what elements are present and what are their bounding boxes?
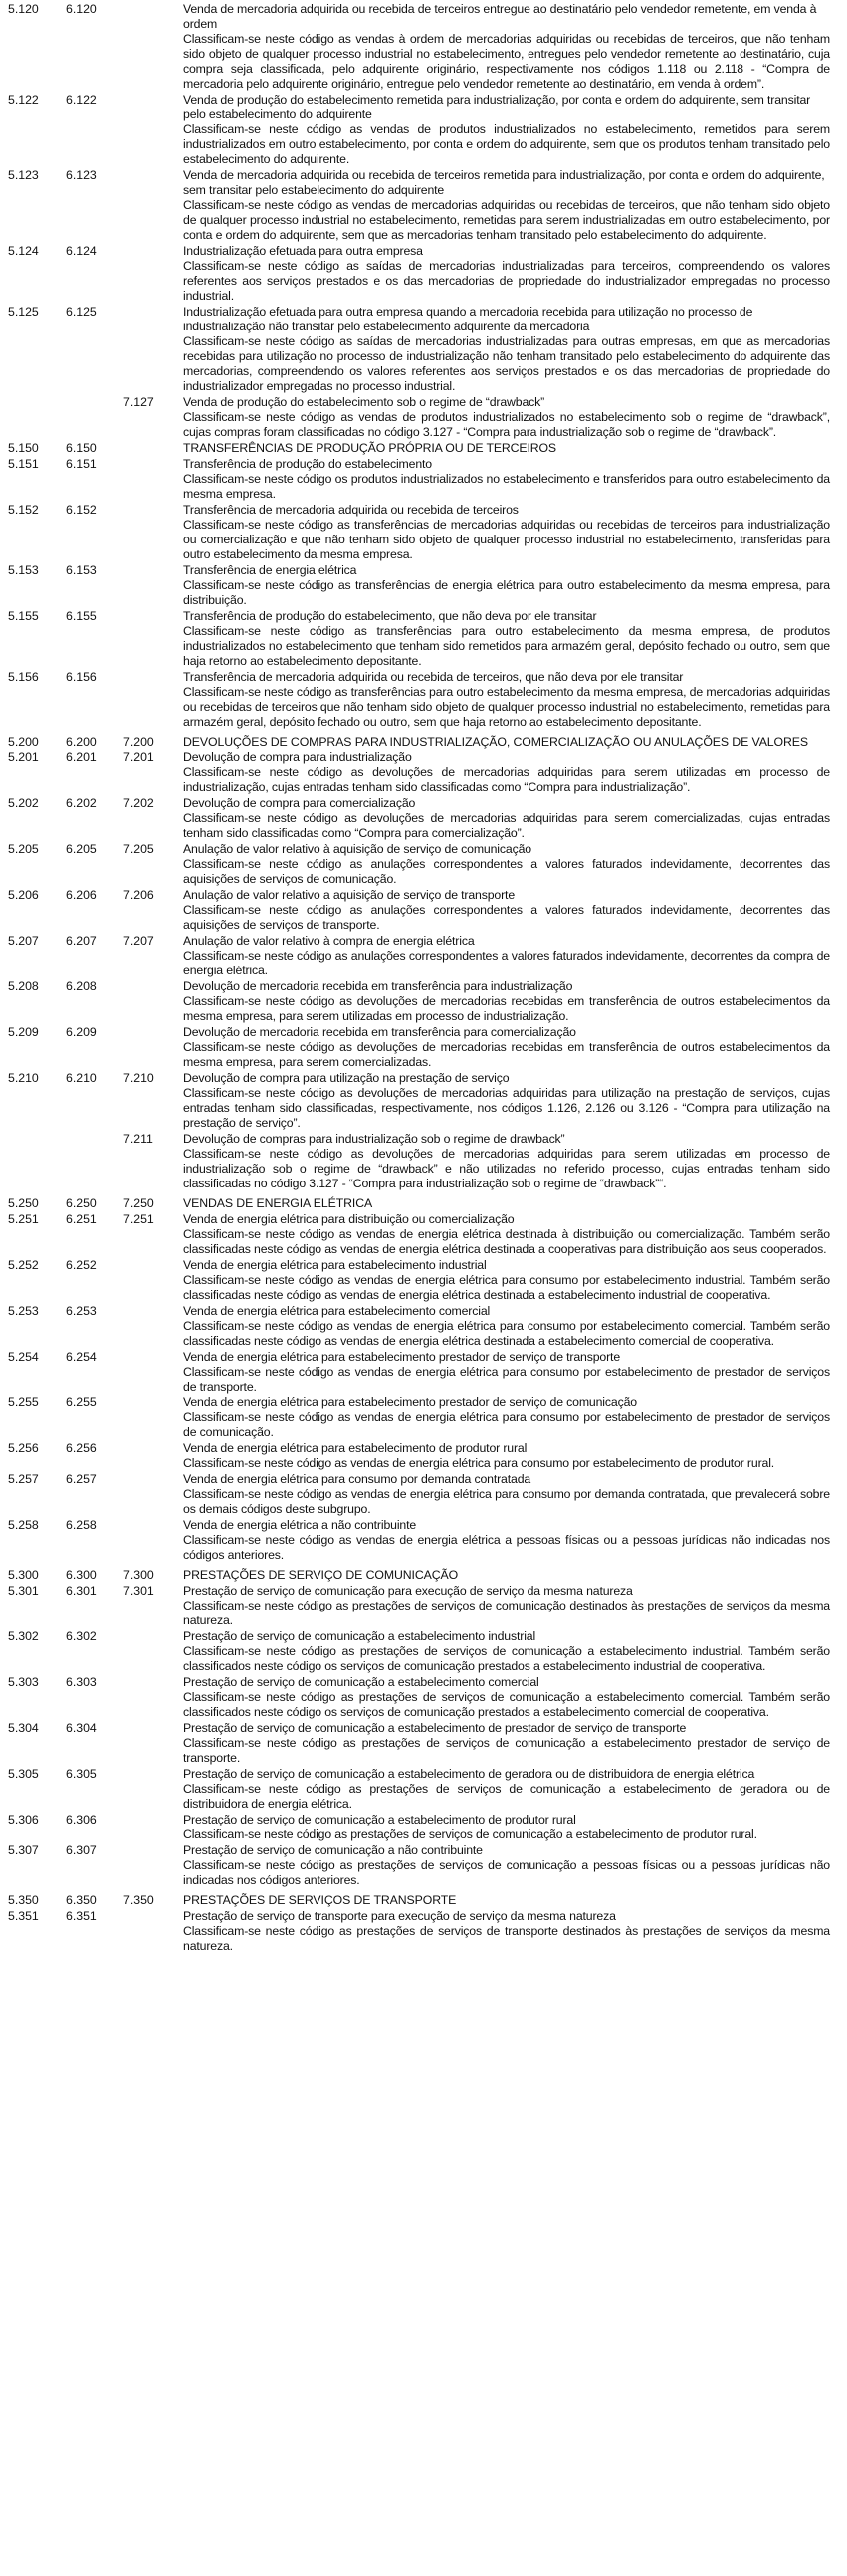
entry-text [183,979,830,1024]
cfop-entry [0,1843,847,1888]
entry-description: Classificam-se neste código as devoluções de mercadorias recebidas em transferência de outros estabelecimentos da mesma empresa, para serem utilizadas em processo de industrialização. [183,994,830,1023]
code-state: 5.254 [8,1350,39,1364]
code-interstate: 6.210 [66,1071,97,1085]
code-state: 5.125 [8,305,39,319]
code-state: 5.303 [8,1675,39,1689]
code-state: 5.152 [8,503,39,517]
code-state: 5.252 [8,1258,39,1272]
entry-title: Transferência de produção do estabelecimento, que não deva por ele transitar [183,609,597,623]
entry-title: Devolução de compra para comercialização [183,796,416,810]
entry-title: Transferência de mercadoria adquirida ou recebida de terceiros [183,503,519,517]
cfop-entry [0,1472,847,1517]
entry-title: Prestação de serviço de comunicação para execução de serviço da mesma natureza [183,1584,633,1598]
cfop-entry [0,244,847,304]
cfop-entry [0,1025,847,1070]
code-foreign: 7.210 [123,1071,154,1085]
entry-description: Classificam-se neste código as vendas de energia elétrica para consumo por estabelecimento de prestador de serviços de transporte. [183,1365,830,1394]
code-state: 5.250 [8,1196,39,1210]
entry-title: Venda de produção do estabelecimento sob o regime de “drawback” [183,395,545,409]
entry-text [183,1132,830,1191]
entry-text [183,1675,830,1720]
entry-text [183,735,830,750]
cfop-entry [0,441,847,456]
entry-description: Classificam-se neste código as transferências de mercadorias adquiridas ou recebidas de terceiros para industrialização ou comercialização e que não tenham sido objeto de qualquer processo industrial no estabelecimento, transferidas para outro estabelecimento da mesma empresa. [183,518,830,561]
code-foreign: 7.301 [123,1584,154,1598]
entry-text [183,1025,830,1070]
entry-title: Prestação de serviço de comunicação a estabelecimento de produtor rural [183,1813,576,1826]
entry-description: Classificam-se neste código os produtos industrializados no estabelecimento e transferidos para outro estabelecimento da mesma empresa. [183,472,830,501]
cfop-entry [0,1813,847,1842]
entry-title: Anulação de valor relativo a aquisição de serviço de transporte [183,888,516,902]
entry-text [183,168,830,243]
cfop-entry [0,1132,847,1191]
code-state: 5.300 [8,1568,39,1582]
code-state: 5.210 [8,1071,39,1085]
entry-text [183,93,830,167]
code-state: 5.301 [8,1584,39,1598]
entry-text [183,1629,830,1674]
entry-text [183,796,830,841]
code-interstate: 6.256 [66,1441,97,1455]
entry-description: Classificam-se neste código as vendas de energia elétrica destinada à distribuição ou comercialização. Também serão classificadas neste código as vendas de energia elétrica destinada a cooperativas para distribuição aos seus cooperados. [183,1227,830,1256]
entry-description: Classificam-se neste código as transferências para outro estabelecimento da mesma empresa, de produtos industrializados no estabelecimento que tenham sido remetidos para armazém geral, depósito fechado ou outro, sem que haja retorno ao estabelecimento depositante. [183,624,830,668]
entry-title: Devolução de compra para industrialização [183,751,412,764]
cfop-entry [0,1568,847,1583]
entry-title: Venda de energia elétrica para estabelecimento industrial [183,1258,487,1272]
entry-title: Venda de produção do estabelecimento remetida para industrialização, por conta e ordem do adquirente, sem transitar pelo estabelecimento do adquirente [183,93,811,121]
cfop-entry [0,735,847,750]
code-interstate: 6.302 [66,1629,97,1643]
cfop-entry [0,1518,847,1563]
code-interstate: 6.303 [66,1675,97,1689]
code-foreign: 7.251 [123,1212,154,1226]
code-state: 5.255 [8,1395,39,1409]
entry-title: Venda de energia elétrica para estabelecimento prestador de serviço de transporte [183,1350,621,1364]
code-state: 5.305 [8,1767,39,1781]
entry-description: Classificam-se neste código as prestações de serviços de comunicação a estabelecimento prestador de serviço de transporte. [183,1736,830,1765]
code-state: 5.120 [8,2,39,16]
code-interstate: 6.251 [66,1212,97,1226]
code-interstate: 6.200 [66,735,97,749]
entry-text [183,1071,830,1131]
entry-text [183,934,830,978]
code-foreign: 7.202 [123,796,154,810]
entry-text [183,395,830,440]
entry-description: Classificam-se neste código as saídas de mercadorias industrializadas para outras empresas, em que as mercadorias recebidas para utilização no processo de industrialização não tenham transitado pelo estabelecimento do adquirente das mercadorias, compreendendo os valores referentes aos serviços prestados e os das mercadorias de propriedade do industrializador empregadas no processo industrial. [183,334,830,393]
entry-title: Devolução de compras para industrialização sob o regime de drawback” [183,1132,565,1146]
entry-description: Classificam-se neste código as vendas de energia elétrica para consumo por demanda contratada, que prevalecerá sobre os demais códigos deste subgrupo. [183,1487,830,1516]
cfop-entry [0,1196,847,1211]
entry-description: Classificam-se neste código as anulações correspondentes a valores faturados indevidamente, decorrentes da compra de energia elétrica. [183,949,830,977]
entry-title: VENDAS DE ENERGIA ELÉTRICA [183,1196,373,1210]
code-state: 5.124 [8,244,39,258]
entry-text [183,1843,830,1888]
entry-description: Classificam-se neste código as vendas de energia elétrica a pessoas físicas ou a pessoas jurídicas não indicadas nos códigos anteriores. [183,1533,830,1562]
code-state: 5.256 [8,1441,39,1455]
entry-title: Venda de mercadoria adquirida ou recebida de terceiros entregue ao destinatário pelo vendedor remetente, em venda à ordem [183,2,817,31]
code-state: 5.200 [8,735,39,749]
entry-title: Venda de energia elétrica para estabelecimento de produtor rural [183,1441,528,1455]
entry-title: Devolução de mercadoria recebida em transferência para industrialização [183,979,573,993]
code-state: 5.202 [8,796,39,810]
entry-text [183,244,830,304]
code-interstate: 6.150 [66,441,97,455]
cfop-entry [0,1629,847,1674]
cfop-entry [0,796,847,841]
cfop-entry [0,670,847,730]
entry-text [183,888,830,933]
cfop-entry [0,395,847,440]
code-foreign: 7.211 [123,1132,153,1146]
entry-title: Industrialização efetuada para outra empresa quando a mercadoria recebida para utilização no processo de industrialização não transitar pelo estabelecimento adquirente da mercadoria [183,305,753,333]
code-interstate: 6.254 [66,1350,97,1364]
code-interstate: 6.124 [66,244,97,258]
entry-description: Classificam-se neste código as prestações de serviços de transporte destinados às prestações de serviços da mesma natureza. [183,1924,830,1953]
cfop-entry [0,1395,847,1440]
code-state: 5.258 [8,1518,39,1532]
code-interstate: 6.250 [66,1196,97,1210]
entry-title: Transferência de produção do estabelecimento [183,457,432,471]
code-state: 5.251 [8,1212,39,1226]
cfop-entry [0,934,847,978]
entry-description: Classificam-se neste código as vendas à ordem de mercadorias adquiridas ou recebidas de terceiros, que não tenham sido objeto de qualquer processo industrial no estabelecimento, entregues pelo vendedor remetente ao destinatário, cuja compra seja classificada, pelo adquirente originário, respectivamente nos códigos 1.118 ou 2.118 - “Compra de mercadoria pelo adquirente originário, entregue pelo vendedor remetente ao destinatário, em venda à ordem”. [183,32,830,91]
entry-description: Classificam-se neste código as vendas de produtos industrializados no estabelecimento, remetidos para serem industrializados em outro estabelecimento, por conta e ordem do adquirente, sem que os produtos tenham transitado pelo estabelecimento do adquirente. [183,122,830,166]
entry-text [183,670,830,730]
entry-text [183,1909,830,1954]
entry-title: Anulação de valor relativo à aquisição de serviço de comunicação [183,842,531,856]
code-foreign: 7.200 [123,735,154,749]
code-state: 5.155 [8,609,39,623]
cfop-entry [0,1909,847,1954]
entry-text [183,457,830,502]
cfop-entry [0,751,847,795]
entry-description: Classificam-se neste código as transferências para outro estabelecimento da mesma empresa, de mercadorias adquiridas ou recebidas de terceiros que não tenham sido objeto de qualquer processo industrial no estabelecimento, remetidas para armazém geral, depósito fechado ou outro, sem que haja retorno ao estabelecimento depositante. [183,685,830,729]
entry-text [183,1196,830,1211]
code-foreign: 7.206 [123,888,154,902]
entry-text [183,305,830,394]
entry-text [183,1721,830,1766]
entry-text [183,441,830,456]
entry-title: PRESTAÇÕES DE SERVIÇO DE COMUNICAÇÃO [183,1568,459,1582]
code-interstate: 6.301 [66,1584,97,1598]
code-state: 5.150 [8,441,39,455]
entry-description: Classificam-se neste código as prestações de serviços de comunicação destinados às prestações de serviços da mesma natureza. [183,1599,830,1627]
code-foreign: 7.127 [123,395,154,409]
entry-text [183,1258,830,1303]
code-state: 5.307 [8,1843,39,1857]
code-state: 5.151 [8,457,39,471]
entry-text [183,1584,830,1628]
code-interstate: 6.151 [66,457,97,471]
code-interstate: 6.304 [66,1721,97,1735]
entry-title: DEVOLUÇÕES DE COMPRAS PARA INDUSTRIALIZAÇÃO, COMERCIALIZAÇÃO OU ANULAÇÕES DE VALORES [183,735,808,749]
code-interstate: 6.257 [66,1472,97,1486]
code-state: 5.350 [8,1893,39,1907]
entry-text [183,1304,830,1349]
code-state: 5.153 [8,563,39,577]
cfop-entry [0,1441,847,1471]
entry-description: Classificam-se neste código as prestações de serviços de comunicação a estabelecimento industrial. Também serão classificados neste código os serviços de comunicação prestados a estabelecimento industrial de cooperativa. [183,1644,830,1673]
entry-description: Classificam-se neste código as saídas de mercadorias industrializadas para terceiros, compreendendo os valores referentes aos serviços prestados e os das mercadorias de propriedade do industrializador empregadas no processo industrial. [183,259,830,303]
code-state: 5.257 [8,1472,39,1486]
entry-description: Classificam-se neste código as prestações de serviços de comunicação a pessoas físicas ou a pessoas jurídicas não indicadas nos códigos anteriores. [183,1858,830,1887]
entry-description: Classificam-se neste código as vendas de energia elétrica para consumo por estabelecimento comercial. Também serão classificadas neste código as vendas de energia elétrica destinada a estabelecimento comercial de cooperativa. [183,1319,830,1348]
cfop-entry [0,93,847,167]
entry-title: Venda de energia elétrica para distribuição ou comercialização [183,1212,515,1226]
code-state: 5.205 [8,842,39,856]
code-interstate: 6.120 [66,2,97,16]
entry-description: Classificam-se neste código as devoluções de mercadorias recebidas em transferência de outros estabelecimentos da mesma empresa, para serem comercializadas. [183,1040,830,1069]
entry-title: Devolução de mercadoria recebida em transferência para comercialização [183,1025,576,1039]
cfop-entry [0,1258,847,1303]
entry-description: Classificam-se neste código as vendas de mercadorias adquiridas ou recebidas de terceiros, que não tenham sido objeto de qualquer processo industrial no estabelecimento, remetidas para serem industrializadas em outro estabelecimento, por conta e ordem do adquirente, sem que as mercadorias tenham transitado pelo estabelecimento do adquirente. [183,198,830,242]
code-state: 5.302 [8,1629,39,1643]
entry-text [183,1568,830,1583]
code-interstate: 6.206 [66,888,97,902]
entry-text [183,1767,830,1812]
entry-description: Classificam-se neste código as devoluções de mercadorias adquiridas para serem utilizadas em processo de industrialização sob o regime de “drawback” e não utilizadas no referido processo, cujas entradas tenham sido classificadas no código 3.127 - “Compra para industrialização sob o regime de “drawback”“. [183,1147,830,1190]
entry-title: Venda de energia elétrica para estabelecimento prestador de serviço de comunicação [183,1395,637,1409]
entry-description: Classificam-se neste código as vendas de energia elétrica para consumo por estabelecimento de produtor rural. [183,1456,775,1470]
code-state: 5.207 [8,934,39,948]
code-interstate: 6.305 [66,1767,97,1781]
code-state: 5.351 [8,1909,39,1923]
cfop-entry [0,1350,847,1395]
code-interstate: 6.207 [66,934,97,948]
code-state: 5.306 [8,1813,39,1826]
code-state: 5.304 [8,1721,39,1735]
entry-text [183,2,830,92]
entry-title: Prestação de serviço de comunicação a estabelecimento comercial [183,1675,539,1689]
entry-text [183,1893,830,1908]
cfop-document [0,2,847,1955]
entry-title: Anulação de valor relativo à compra de energia elétrica [183,934,475,948]
code-foreign: 7.201 [123,751,154,764]
cfop-entry [0,168,847,243]
code-state: 5.201 [8,751,39,764]
entry-description: Classificam-se neste código as devoluções de mercadorias adquiridas para serem comercializadas, cujas entradas tenham sido classificadas como “Compra para comercialização”. [183,811,830,840]
code-interstate: 6.208 [66,979,97,993]
cfop-entry [0,1721,847,1766]
entry-text [183,842,830,887]
code-interstate: 6.209 [66,1025,97,1039]
entry-text [183,503,830,562]
code-interstate: 6.155 [66,609,97,623]
cfop-entry [0,503,847,562]
entry-title: Transferência de mercadoria adquirida ou recebida de terceiros, que não deva por ele transitar [183,670,684,684]
code-interstate: 6.202 [66,796,97,810]
code-state: 5.123 [8,168,39,182]
entry-description: Classificam-se neste código as vendas de energia elétrica para consumo por estabelecimento industrial. Também serão classificadas neste código as vendas de energia elétrica destinada a estabelecimento industrial de cooperativa. [183,1273,830,1302]
code-foreign: 7.205 [123,842,154,856]
entry-description: Classificam-se neste código as transferências de energia elétrica para outro estabelecimento da mesma empresa, para distribuição. [183,578,830,607]
entry-text [183,1441,830,1471]
cfop-entry [0,1893,847,1908]
code-foreign: 7.250 [123,1196,154,1210]
code-state: 5.253 [8,1304,39,1318]
entry-text [183,1813,830,1842]
cfop-entry [0,1584,847,1628]
entry-title: Prestação de serviço de comunicação a não contribuinte [183,1843,483,1857]
code-interstate: 6.205 [66,842,97,856]
entry-text [183,1395,830,1440]
code-interstate: 6.123 [66,168,97,182]
code-interstate: 6.350 [66,1893,97,1907]
entry-text [183,563,830,608]
entry-description: Classificam-se neste código as devoluções de mercadorias adquiridas para serem utilizadas em processo de industrialização, cujas entradas tenham sido classificadas como “Compra para industrialização”. [183,765,830,794]
entry-description: Classificam-se neste código as prestações de serviços de comunicação a estabelecimento comercial. Também serão classificados neste código os serviços de comunicação prestados a estabelecimento comercial de cooperativa. [183,1690,830,1719]
entry-title: Venda de energia elétrica para consumo por demanda contratada [183,1472,531,1486]
entry-title: Venda de energia elétrica para estabelecimento comercial [183,1304,491,1318]
entry-description: Classificam-se neste código as anulações correspondentes a valores faturados indevidamente, decorrentes das aquisições de serviços de comunicação. [183,857,830,886]
cfop-entry [0,1212,847,1257]
entry-description: Classificam-se neste código as vendas de produtos industrializados no estabelecimento sob o regime de “drawback”, cujas compras foram classificadas no código 3.127 - “Compra para industrialização sob o regime de “drawback”. [183,410,830,439]
cfop-entry [0,457,847,502]
cfop-entry [0,979,847,1024]
entry-title: Prestação de serviço de comunicação a estabelecimento industrial [183,1629,536,1643]
code-interstate: 6.255 [66,1395,97,1409]
code-interstate: 6.152 [66,503,97,517]
entry-text [183,1212,830,1257]
code-interstate: 6.258 [66,1518,97,1532]
entry-title: Industrialização efetuada para outra empresa [183,244,423,258]
entry-title: Venda de energia elétrica a não contribuinte [183,1518,417,1532]
code-interstate: 6.253 [66,1304,97,1318]
entry-text [183,1472,830,1517]
entry-text [183,609,830,669]
entry-description: Classificam-se neste código as anulações correspondentes a valores faturados indevidamente, decorrentes das aquisições de serviços de transporte. [183,903,830,932]
cfop-entry [0,1071,847,1131]
code-interstate: 6.306 [66,1813,97,1826]
code-interstate: 6.252 [66,1258,97,1272]
cfop-entry [0,305,847,394]
code-foreign: 7.350 [123,1893,154,1907]
cfop-entry [0,2,847,92]
code-interstate: 6.201 [66,751,97,764]
code-interstate: 6.125 [66,305,97,319]
code-foreign: 7.300 [123,1568,154,1582]
entry-description: Classificam-se neste código as prestações de serviços de comunicação a estabelecimento de produtor rural. [183,1827,757,1841]
entry-title: Prestação de serviço de comunicação a estabelecimento de geradora ou de distribuidora de energia elétrica [183,1767,755,1781]
code-interstate: 6.153 [66,563,97,577]
cfop-entry [0,1675,847,1720]
cfop-entry [0,1304,847,1349]
code-state: 5.209 [8,1025,39,1039]
code-interstate: 6.122 [66,93,97,107]
code-state: 5.208 [8,979,39,993]
entry-title: Prestação de serviço de transporte para execução de serviço da mesma natureza [183,1909,616,1923]
code-interstate: 6.300 [66,1568,97,1582]
code-interstate: 6.156 [66,670,97,684]
cfop-entry [0,1767,847,1812]
entry-title: Prestação de serviço de comunicação a estabelecimento de prestador de serviço de transporte [183,1721,687,1735]
code-state: 5.122 [8,93,39,107]
code-state: 5.156 [8,670,39,684]
cfop-entry [0,888,847,933]
cfop-entry [0,842,847,887]
entry-text [183,1350,830,1395]
entry-text [183,1518,830,1563]
entry-description: Classificam-se neste código as prestações de serviços de comunicação a estabelecimento de geradora ou de distribuidora de energia elétrica. [183,1782,830,1811]
entry-text [183,751,830,795]
entry-title: PRESTAÇÕES DE SERVIÇOS DE TRANSPORTE [183,1893,457,1907]
code-foreign: 7.207 [123,934,154,948]
entry-description: Classificam-se neste código as vendas de energia elétrica para consumo por estabelecimento de prestador de serviços de comunicação. [183,1410,830,1439]
code-interstate: 6.351 [66,1909,97,1923]
entry-title: Devolução de compra para utilização na prestação de serviço [183,1071,510,1085]
entry-title: Transferência de energia elétrica [183,563,357,577]
entry-title: TRANSFERÊNCIAS DE PRODUÇÃO PRÓPRIA OU DE TERCEIROS [183,441,556,455]
entry-description: Classificam-se neste código as devoluções de mercadorias adquiridas para utilização na prestação de serviços, cujas entradas tenham sido classificadas, respectivamente, nos códigos 1.126, 2.126 ou 3.126 - “Compra para utilização na prestação de serviço”. [183,1086,830,1130]
entry-title: Venda de mercadoria adquirida ou recebida de terceiros remetida para industrialização, por conta e ordem do adquirente, sem transitar pelo estabelecimento do adquirente [183,168,825,197]
cfop-entry [0,609,847,669]
cfop-entry [0,563,847,608]
code-interstate: 6.307 [66,1843,97,1857]
code-state: 5.206 [8,888,39,902]
